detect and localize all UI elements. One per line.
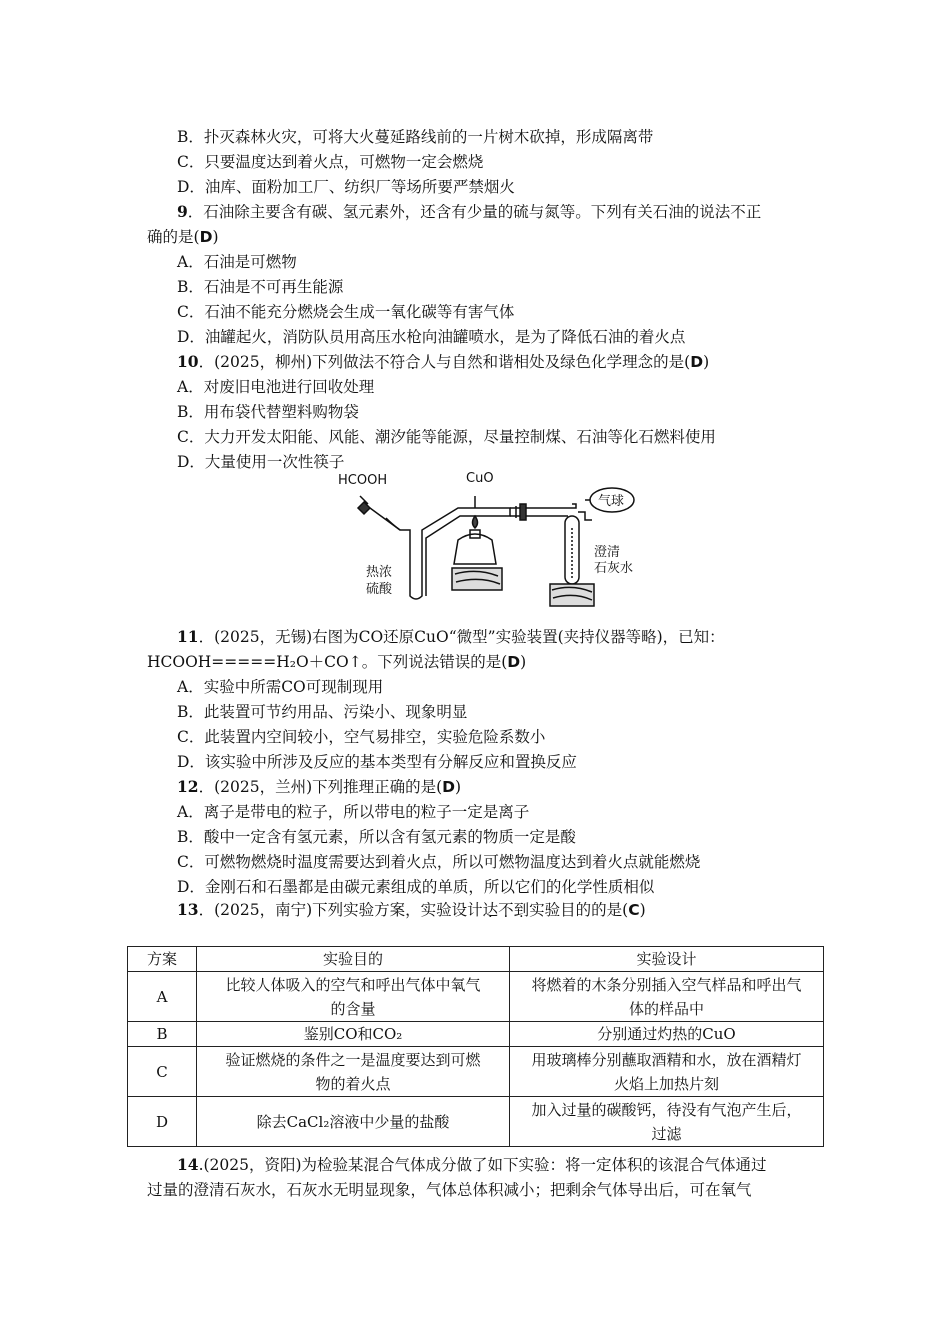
q9-stem-cont: 确的是(D) [147,228,219,246]
balloon-label: 气球 [598,494,625,509]
q10-option-d: D．大量使用一次性筷子 [177,453,345,471]
q11-stem: 11．(2025，无锡)右图为CO还原CuO“微型”实验装置(夹持仪器等略)，已知： [177,627,725,646]
cuo-label: CuO [466,471,494,486]
q14-stem: 14.(2025，资阳)为检验某混合气体成分做了如下实验：将一定体积的该混合气体通过 [177,1155,767,1174]
header-goal: 实验目的 [197,947,510,972]
q12-option-a: A．离子是带电的粒子，所以带电的粒子一定是离子 [177,803,530,821]
q9-option-d: D．油罐起火，消防队员用高压水枪向油罐喷水，是为了降低石油的着火点 [177,328,686,346]
table-row [128,972,824,1022]
q10-stem: 10．(2025，柳州)下列做法不符合人与自然和谐相处及绿色化学理念的是(D) [177,352,710,371]
q12-option-b: B．酸中一定含有氢元素，所以含有氢元素的物质一定是酸 [177,828,576,846]
q10-option-c: C．大力开发太阳能、风能、潮汐能等能源，尽量控制煤、石油等化石燃料使用 [177,428,716,446]
q13-answer: C [628,901,640,919]
q10-option-b: B．用布袋代替塑料购物袋 [177,403,359,421]
q11-option-b: B．此装置可节约用品、污染小、现象明显 [177,703,468,721]
q9-stem: 9．石油除主要含有碳、氢元素外，还含有少量的硫与氮等。下列有关石油的说法不正 [177,202,762,221]
lime-label-2: 石灰水 [594,561,634,576]
goal-cell: 比较人体吸入的空气和呼出气体中氧气 的含量 [197,972,510,1022]
q11-option-d: D．该实验中所涉及反应的基本类型有分解反应和置换反应 [177,753,577,771]
plan-cell: D [128,1097,197,1147]
q10-number: 10 [177,352,199,371]
design-cell: 加入过量的碳酸钙，待没有气泡产生后， 过滤 [510,1097,824,1147]
q9-number: 9 [177,202,188,221]
q9-answer: D [199,228,213,246]
reaction-tube [510,508,570,516]
q9-option-a: A．石油是可燃物 [177,253,297,271]
co-reduction-apparatus-figure [330,468,640,608]
acid-label-2: 硫酸 [366,582,393,597]
q13-number: 13 [177,900,199,919]
q12-option-c: C．可燃物燃烧时温度需要达到着火点，所以可燃物温度达到着火点就能燃烧 [177,853,701,871]
q10-option-a: A．对废旧电池进行回收处理 [177,378,375,396]
table-header-row [128,947,824,972]
flame [473,516,478,528]
design-cell: 分别通过灼热的CuO [510,1022,824,1047]
design-cell: 用玻璃棒分别蘸取酒精和水，放在酒精灯 火焰上加热片刻 [510,1047,824,1097]
q13-stem: 13．(2025，南宁)下列实验方案，实验设计达不到实验目的的是(C) [177,900,646,919]
table-row [128,1097,824,1147]
q12-option-d: D．金刚石和石墨都是由碳元素组成的单质，所以它们的化学性质相似 [177,878,655,896]
lime-label-1: 澄清 [594,545,621,560]
table-row [128,1022,824,1047]
q8-option-c: C．只要温度达到着火点，可燃物一定会燃烧 [177,153,484,171]
goal-cell: 鉴别CO和CO₂ [197,1022,510,1047]
plan-cell: C [128,1047,197,1097]
q8-option-d: D．油库、面粉加工厂、纺织厂等场所要严禁烟火 [177,178,515,196]
header-design: 实验设计 [510,947,824,972]
table-row [128,1047,824,1097]
q12-stem: 12．(2025，兰州)下列推理正确的是(D) [177,777,462,796]
q11-number: 11 [177,627,199,646]
dropper [358,496,370,514]
q10-answer: D [690,353,704,371]
plan-cell: B [128,1022,197,1047]
q11-stem-cont: HCOOH=====H₂O＋CO↑。下列说法错误的是(D) [147,653,527,671]
goal-cell: 验证燃烧的条件之一是温度要达到可燃 物的着火点 [197,1047,510,1097]
goal-cell: 除去CaCl₂溶液中少量的盐酸 [197,1097,510,1147]
acid-label-1: 热浓 [366,565,393,580]
q11-option-a: A．实验中所需CO可现制现用 [177,678,384,696]
plan-cell: A [128,972,197,1022]
design-cell: 将燃着的木条分别插入空气样品和呼出气 体的样品中 [510,972,824,1022]
q11-option-c: C．此装置内空间较小，空气易排空，实验危险系数小 [177,728,546,746]
q14-stem-cont: 过量的澄清石灰水，石灰水无明显现象，气体总体积减小；把剩余气体导出后，可在氧气 [147,1181,752,1199]
q8-option-b: B．扑灭森林火灾，可将大火蔓延路线前的一片树木砍掉，形成隔离带 [177,128,654,146]
q14-number: 14 [177,1155,199,1174]
q11-answer: D [507,653,521,671]
experiment-table [127,946,824,1147]
header-plan: 方案 [128,947,197,972]
q9-option-c: C．石油不能充分燃烧会生成一氧化碳等有害气体 [177,303,515,321]
q12-answer: D [442,778,456,796]
q9-option-b: B．石油是不可再生能源 [177,278,344,296]
q12-number: 12 [177,777,199,796]
hcooh-label: HCOOH [338,473,388,488]
